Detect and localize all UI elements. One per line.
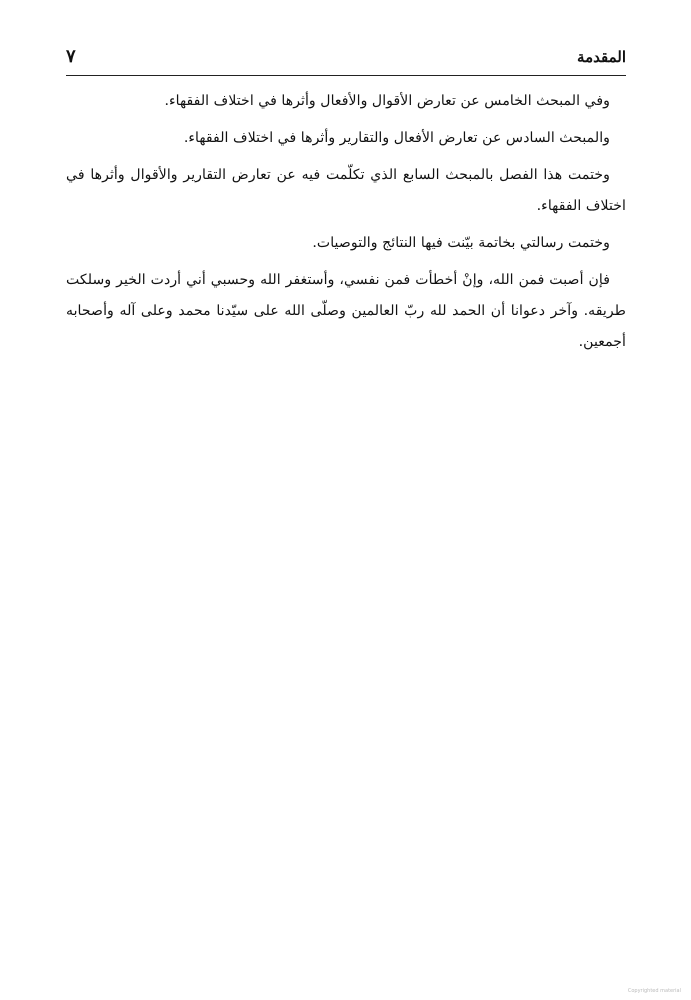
header-divider — [66, 75, 626, 76]
paragraph-2: والمبحث السادس عن تعارض الأفعال والتقارير وأثرها في اختلاف الفقهاء. — [183, 130, 610, 146]
paragraph-3: وختمت هذا الفصل بالمبحث السابع الذي تكلّمت فيه عن تعارض التقارير والأقوال وأثرها في اختلاف الفقهاء. — [66, 167, 626, 214]
body-text — [66, 86, 626, 364]
paragraph-4: وختمت رسالتي بخاتمة بيّنت فيها النتائج والتوصيات. — [312, 235, 610, 251]
paragraph-5: فإن أصبت فمن الله، وإنْ أخطأت فمن نفسي، وأستغفر الله وحسبي أني أردت الخير وسلكت طريقه. وآخر دعوانا أن الحمد لله ربّ العالمين وصلّى الله على سيّدنا محمد وعلى آله وأصحابه أجمعين. — [66, 272, 626, 350]
paragraph-1: وفي المبحث الخامس عن تعارض الأقوال والأفعال وأثرها في اختلاف الفقهاء. — [164, 93, 610, 109]
page-number: ٧ — [66, 46, 76, 67]
running-head — [66, 46, 626, 72]
section-title: المقدمة — [577, 48, 626, 66]
copyright-watermark: Copyrighted material — [627, 988, 681, 994]
